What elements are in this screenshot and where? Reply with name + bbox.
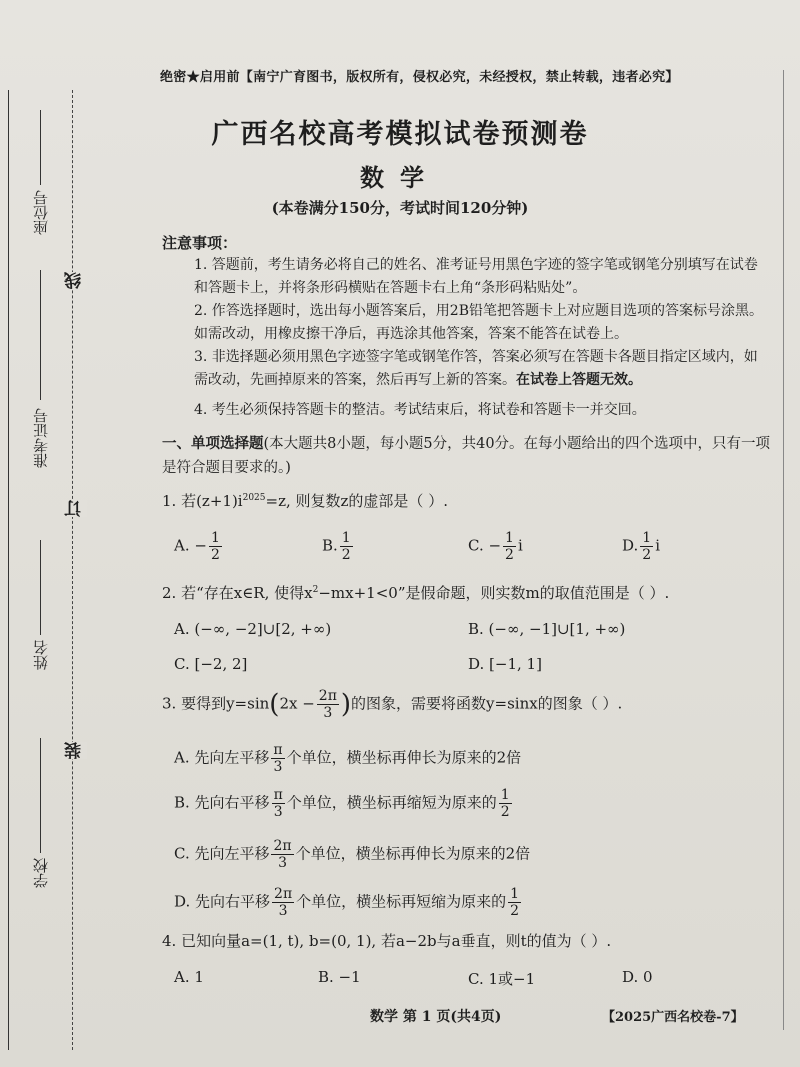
q1-option-b-label: B. — [322, 536, 338, 555]
q2-option-a: A. (−∞, −2]∪[2, +∞) — [174, 620, 332, 638]
binding-mark-staple: 订 — [62, 500, 87, 517]
binding-mark-line: 线 — [62, 272, 87, 289]
exam-id-underline — [40, 270, 41, 400]
section-1-header — [162, 432, 782, 480]
fraction — [499, 787, 512, 820]
name-underline — [40, 540, 41, 635]
q3-option-b-pre: B. 先向右平移 — [174, 793, 270, 812]
section-1-desc: (本大题共8小题，每小题5分，共40分。在每小题给出的四个选项中，只有一项是符合题目要求的。) — [162, 436, 771, 476]
section-1-title: 一、单项选择题 — [162, 435, 264, 452]
question-1 — [162, 490, 448, 511]
q4-option-a: A. 1 — [174, 968, 204, 986]
fraction-den: 2 — [210, 547, 220, 563]
q1-option-d — [622, 530, 660, 563]
school-label: 学校 — [32, 858, 50, 888]
q3-option-c-post: 个单位，横坐标再伸长为原来的2倍 — [295, 844, 531, 863]
margin-border — [8, 90, 9, 1050]
fraction-den: 2 — [505, 547, 514, 563]
notice-heading: 注意事项： — [162, 234, 238, 252]
fraction — [209, 530, 222, 563]
seat-label: 座位号 — [32, 190, 50, 235]
fraction-num: 2π — [274, 886, 293, 902]
notice-item-3 — [194, 346, 764, 392]
q1-exponent: 2025 — [242, 493, 266, 503]
fraction-num: π — [273, 787, 283, 803]
fraction-den: 3 — [273, 759, 283, 775]
fraction-num: 1 — [210, 530, 220, 546]
fraction-den: 2 — [500, 804, 510, 820]
q4-option-d: D. 0 — [622, 968, 653, 986]
q2-stem-pre: 2. 若“存在x∈R, 使得x — [162, 584, 313, 602]
right-paren: ) — [340, 689, 352, 720]
school-underline — [40, 738, 41, 853]
fraction — [317, 688, 339, 721]
fraction — [272, 886, 294, 919]
fraction-num: 1 — [510, 886, 520, 902]
q3-option-d-post: 个单位，横坐标再短缩为原来的 — [296, 892, 507, 911]
q1-stem-post: =z, 则复数z的虚部是（ ）. — [265, 492, 448, 510]
q2-stem-post: −mx+1<0”是假命题，则实数m的取值范围是（ ）. — [318, 584, 670, 602]
fraction-den: 2 — [341, 547, 351, 563]
q3-stem-pre: 3. 要得到y=sin — [162, 694, 270, 713]
fraction-num: π — [273, 742, 283, 758]
exam-title: 广西名校高考模拟试卷预测卷 — [211, 119, 589, 150]
fraction-num: 1 — [505, 530, 514, 546]
q3-stem-post: 的图象，需要将函数y=sinx的图象（ ）. — [351, 694, 623, 713]
fraction-den: 3 — [278, 855, 287, 871]
q1-option-a — [174, 530, 224, 563]
name-label: 姓名 — [32, 640, 50, 670]
question-2 — [162, 582, 669, 603]
q1-stem-pre: 1. 若(z+1)i — [162, 492, 243, 510]
exam-code: 【2025广西名校卷-7】 — [602, 1010, 744, 1025]
fraction-num: 1 — [341, 530, 351, 546]
fraction-den: 2 — [642, 547, 652, 563]
fraction-num: 1 — [500, 787, 510, 803]
notice-item-2: 2. 作答选择题时，选出每小题答案后，用2B铅笔把答题卡上对应题目选项的答案标号涂黑。如需改动，用橡皮擦干净后，再选涂其他答案，答案不能答在试卷上。 — [194, 303, 764, 342]
fraction — [508, 886, 521, 919]
q3-option-c — [174, 838, 530, 871]
binding-dashed-line — [72, 90, 73, 1050]
q1-option-c-label: C. − — [468, 536, 502, 555]
notice-item-4: 4. 考生必须保持答题卡的整洁。考试结束后，将试卷和答题卡一并交回。 — [194, 402, 646, 418]
q3-option-b-post: 个单位，横坐标再缩短为原来的 — [286, 793, 497, 812]
fraction-den: 3 — [278, 903, 288, 919]
imaginary-unit: i — [655, 536, 660, 555]
fraction-num: 2π — [273, 838, 292, 854]
q2-option-d: D. [−1, 1] — [468, 655, 542, 673]
fraction — [640, 530, 653, 563]
q1-option-c — [468, 530, 523, 563]
fraction-den: 3 — [323, 705, 333, 721]
q4-option-c: C. 1或−1 — [468, 970, 536, 988]
q2-option-c: C. [−2, 2] — [174, 655, 248, 673]
q3-option-d — [174, 886, 523, 919]
q3-option-c-pre: C. 先向左平移 — [174, 844, 270, 863]
confidential-notice: 绝密★启用前【南宁广育图书，版权所有，侵权必究，未经授权，禁止转载，违者必究】 — [160, 70, 679, 85]
fraction — [271, 838, 293, 871]
q3-inner: 2x − — [279, 694, 315, 713]
question-3 — [162, 688, 622, 721]
fraction-num: 2π — [318, 688, 337, 704]
fraction — [503, 530, 516, 563]
notice-item-3-bold: 在试卷上答题无效。 — [516, 372, 642, 388]
q1-option-d-label: D. — [622, 536, 639, 555]
fraction — [271, 742, 284, 775]
q1-option-b — [322, 530, 355, 563]
fraction-num: 1 — [642, 530, 652, 546]
subject-title: 数学 — [360, 163, 440, 192]
q2-exponent: 2 — [312, 585, 319, 595]
left-paren: ( — [269, 689, 280, 720]
page-footer: 数学 第 1 页(共4页) — [370, 1009, 502, 1025]
imaginary-unit: i — [517, 536, 523, 555]
q1-option-a-label: A. − — [174, 536, 207, 555]
q3-option-a-pre: A. 先向左平移 — [174, 748, 270, 767]
score-time-info: (本卷满分150分，考试时间120分钟) — [271, 199, 529, 217]
q2-option-b: B. (−∞, −1]∪[1, +∞) — [468, 620, 626, 638]
binding-mark-bind: 装 — [62, 742, 87, 759]
q3-option-b — [174, 787, 514, 820]
fraction-den: 3 — [273, 804, 283, 820]
fraction — [272, 787, 285, 820]
q3-option-d-pre: D. 先向右平移 — [174, 892, 271, 911]
exam-id-label: 准考证号 — [32, 408, 50, 468]
question-4: 4. 已知向量a=(1, t), b=(0, 1), 若a−2b与a垂直，则t的值为（ ）. — [162, 932, 612, 950]
notice-item-3-text: 3. 非选择题必须用黑色字迹签字笔或钢笔作答，答案必须写在答题卡各题目指定区域内，如需改动，先画掉原来的答案，然后再写上新的答案。 — [194, 349, 758, 388]
fraction-den: 2 — [510, 903, 520, 919]
q4-option-b: B. −1 — [318, 968, 361, 986]
fraction — [340, 530, 353, 563]
q3-option-a — [174, 742, 521, 775]
q3-option-a-post: 个单位，横坐标再伸长为原来的2倍 — [286, 748, 522, 767]
notice-item-1: 1. 答题前，考生请务必将自己的姓名、准考证号用黑色字迹的签字笔或钢笔分别填写在试卷和答题卡上，并将条形码横贴在答题卡右上角“条形码粘贴处”。 — [194, 257, 758, 296]
